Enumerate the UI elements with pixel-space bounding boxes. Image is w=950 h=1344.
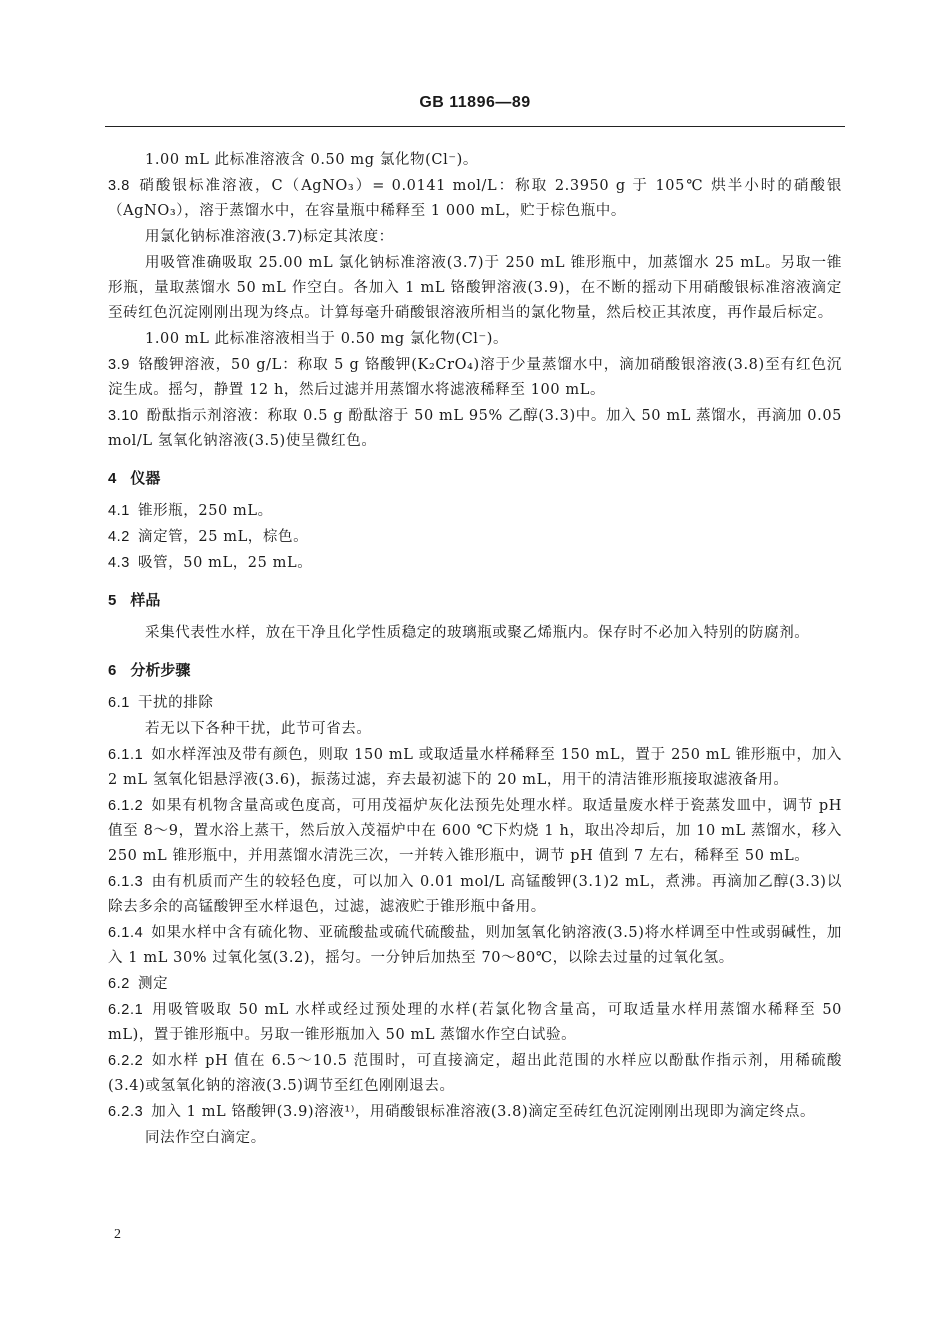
section-number: 4 xyxy=(108,470,117,487)
clause-number: 6.2 xyxy=(108,976,130,992)
clause-number: 6.1.2 xyxy=(108,798,144,814)
clause-6-1 xyxy=(108,691,842,716)
page-number: 2 xyxy=(114,1227,121,1242)
section-title-6 xyxy=(108,658,842,683)
clause-text: 如水样 pH 值在 6.5～10.5 范围时，可直接滴定，超出此范围的水样应以酚酞作指示剂，用稀硫酸(3.4)或氢氧化钠的溶液(3.5)调节至红色刚刚退去。 xyxy=(108,1053,842,1094)
clause-text: 锥形瓶，250 mL。 xyxy=(137,503,273,519)
clause-number: 4.1 xyxy=(108,503,130,519)
clause-text: 干扰的排除 xyxy=(137,695,214,711)
paragraph: 若无以下各种干扰，此节可省去。 xyxy=(145,721,372,737)
clause-number: 6.2.2 xyxy=(108,1053,144,1069)
clause-number: 6.1 xyxy=(108,695,130,711)
clause-text: 如果水样中含有硫化物、亚硫酸盐或硫代硫酸盐，则加氢氧化钠溶液(3.5)将水样调至中性或弱碱性，加入 1 mL 30% 过氧化氢(3.2)，摇匀。一分钟后加热至 70～80℃，以除去过量的过氧化氢。 xyxy=(108,925,842,966)
clause-3-8 xyxy=(108,174,842,224)
clause-text: 硝酸银标准溶液，C（AgNO₃）= 0.0141 mol/L：称取 2.3950 g 于 105℃ 烘半小时的硝酸银（AgNO₃），溶于蒸馏水中，在容量瓶中稀释至 1 000 mL，贮于棕色瓶中。 xyxy=(108,178,842,219)
clause-6-2-3 xyxy=(108,1100,842,1125)
clause-text: 铬酸钾溶液，50 g/L：称取 5 g 铬酸钾(K₂CrO₄)溶于少量蒸馏水中，滴加硝酸银溶液(3.8)至有红色沉淀生成。摇匀，静置 12 h，然后过滤并用蒸馏水将滤液稀释至 100 mL。 xyxy=(108,357,842,398)
section-number: 6 xyxy=(108,662,117,679)
document-body xyxy=(108,148,842,1152)
section-heading: 样品 xyxy=(130,591,161,609)
clause-4-3 xyxy=(108,551,842,576)
clause-4-1 xyxy=(108,499,842,524)
clause-number: 4.2 xyxy=(108,529,130,545)
clause-text: 用吸管吸取 50 mL 水样或经过预处理的水样(若氯化物含量高，可取适量水样用蒸馏水稀释至 50 mL)，置于锥形瓶中。另取一锥形瓶加入 50 mL 蒸馏水作空白试验。 xyxy=(108,1002,842,1043)
clause-text: 如水样浑浊及带有颜色，则取 150 mL 或取适量水样稀释至 150 mL，置于 250 mL 锥形瓶中，加入 2 mL 氢氧化铝悬浮液(3.6)，振荡过滤，弃去最初滤下的 20 mL，用干的清洁锥形瓶接取滤液备用。 xyxy=(108,747,842,788)
section-number: 5 xyxy=(108,592,117,609)
clause-text: 如果有机物含量高或色度高，可用茂福炉灰化法预先处理水样。取适量废水样于瓷蒸发皿中，调节 pH 值至 8～9，置水浴上蒸干，然后放入茂福炉中在 600 ℃下灼烧 1 h，取出冷却后，加 10 mL 蒸馏水，移入 250 mL 锥形瓶中，并用蒸馏水清洗三次，一并转入锥形瓶中，调节 pH 值到 7 左右，稀释至 50 mL。 xyxy=(108,798,842,864)
clause-number: 6.2.3 xyxy=(108,1104,144,1120)
clause-text: 吸管，50 mL，25 mL。 xyxy=(137,555,313,571)
header-divider xyxy=(105,126,845,127)
clause-3-10 xyxy=(108,404,842,454)
clause-6-2-2 xyxy=(108,1049,842,1099)
clause-6-2 xyxy=(108,972,842,997)
clause-number: 3.9 xyxy=(108,357,130,373)
clause-number: 4.3 xyxy=(108,555,130,571)
clause-number: 3.10 xyxy=(108,408,139,424)
clause-3-9 xyxy=(108,353,842,403)
paragraph: 1.00 mL 此标准溶液相当于 0.50 mg 氯化物(Cl⁻)。 xyxy=(145,331,509,347)
clause-text: 加入 1 mL 铬酸钾(3.9)溶液¹⁾，用硝酸银标准溶液(3.8)滴定至砖红色沉淀刚刚出现即为滴定终点。 xyxy=(151,1104,816,1120)
clause-number: 6.1.1 xyxy=(108,747,144,763)
clause-6-2-1 xyxy=(108,998,842,1048)
section-title-4 xyxy=(108,466,842,491)
clause-6-1-4 xyxy=(108,921,842,971)
clause-4-2 xyxy=(108,525,842,550)
clause-text: 酚酞指示剂溶液：称取 0.5 g 酚酞溶于 50 mL 95% 乙醇(3.3)中。加入 50 mL 蒸馏水，再滴加 0.05 mol/L 氢氧化钠溶液(3.5)使呈微红色。 xyxy=(108,408,842,449)
paragraph: 用吸管准确吸取 25.00 mL 氯化钠标准溶液(3.7)于 250 mL 锥形瓶中，加蒸馏水 25 mL。另取一锥形瓶，量取蒸馏水 50 mL 作空白。各加入 1 mL 铬酸钾溶液(3.9)，在不断的摇动下用硝酸银标准溶液滴定至砖红色沉淀刚刚出现为终点。计算每毫升硝酸银溶液所相当的氯化物量，然后校正其浓度，再作最后标定。 xyxy=(108,255,842,321)
section-title-5 xyxy=(108,588,842,613)
clause-number: 6.2.1 xyxy=(108,1002,144,1018)
clause-number: 6.1.3 xyxy=(108,874,144,890)
section-heading: 分析步骤 xyxy=(130,661,191,679)
paragraph: 1.00 mL 此标准溶液含 0.50 mg 氯化物(Cl⁻)。 xyxy=(145,152,478,168)
clause-6-1-1 xyxy=(108,743,842,793)
paragraph: 同法作空白滴定。 xyxy=(145,1130,266,1146)
clause-6-1-2 xyxy=(108,794,842,869)
clause-6-1-3 xyxy=(108,870,842,920)
paragraph: 用氯化钠标准溶液(3.7)标定其浓度： xyxy=(145,229,394,245)
clause-number: 6.1.4 xyxy=(108,925,144,941)
section-heading: 仪器 xyxy=(130,469,161,487)
clause-text: 由有机质而产生的较轻色度，可以加入 0.01 mol/L 高锰酸钾(3.1)2 mL，煮沸。再滴加乙醇(3.3)以除去多余的高锰酸钾至水样退色，过滤，滤液贮于锥形瓶中备用。 xyxy=(108,874,842,915)
page-header-standard-code: GB 11896—89 xyxy=(419,94,531,111)
clause-text: 滴定管，25 mL，棕色。 xyxy=(137,529,309,545)
clause-number: 3.8 xyxy=(108,178,130,194)
clause-text: 测定 xyxy=(137,976,169,992)
paragraph: 采集代表性水样，放在干净且化学性质稳定的玻璃瓶或聚乙烯瓶内。保存时不必加入特别的防腐剂。 xyxy=(145,625,810,641)
